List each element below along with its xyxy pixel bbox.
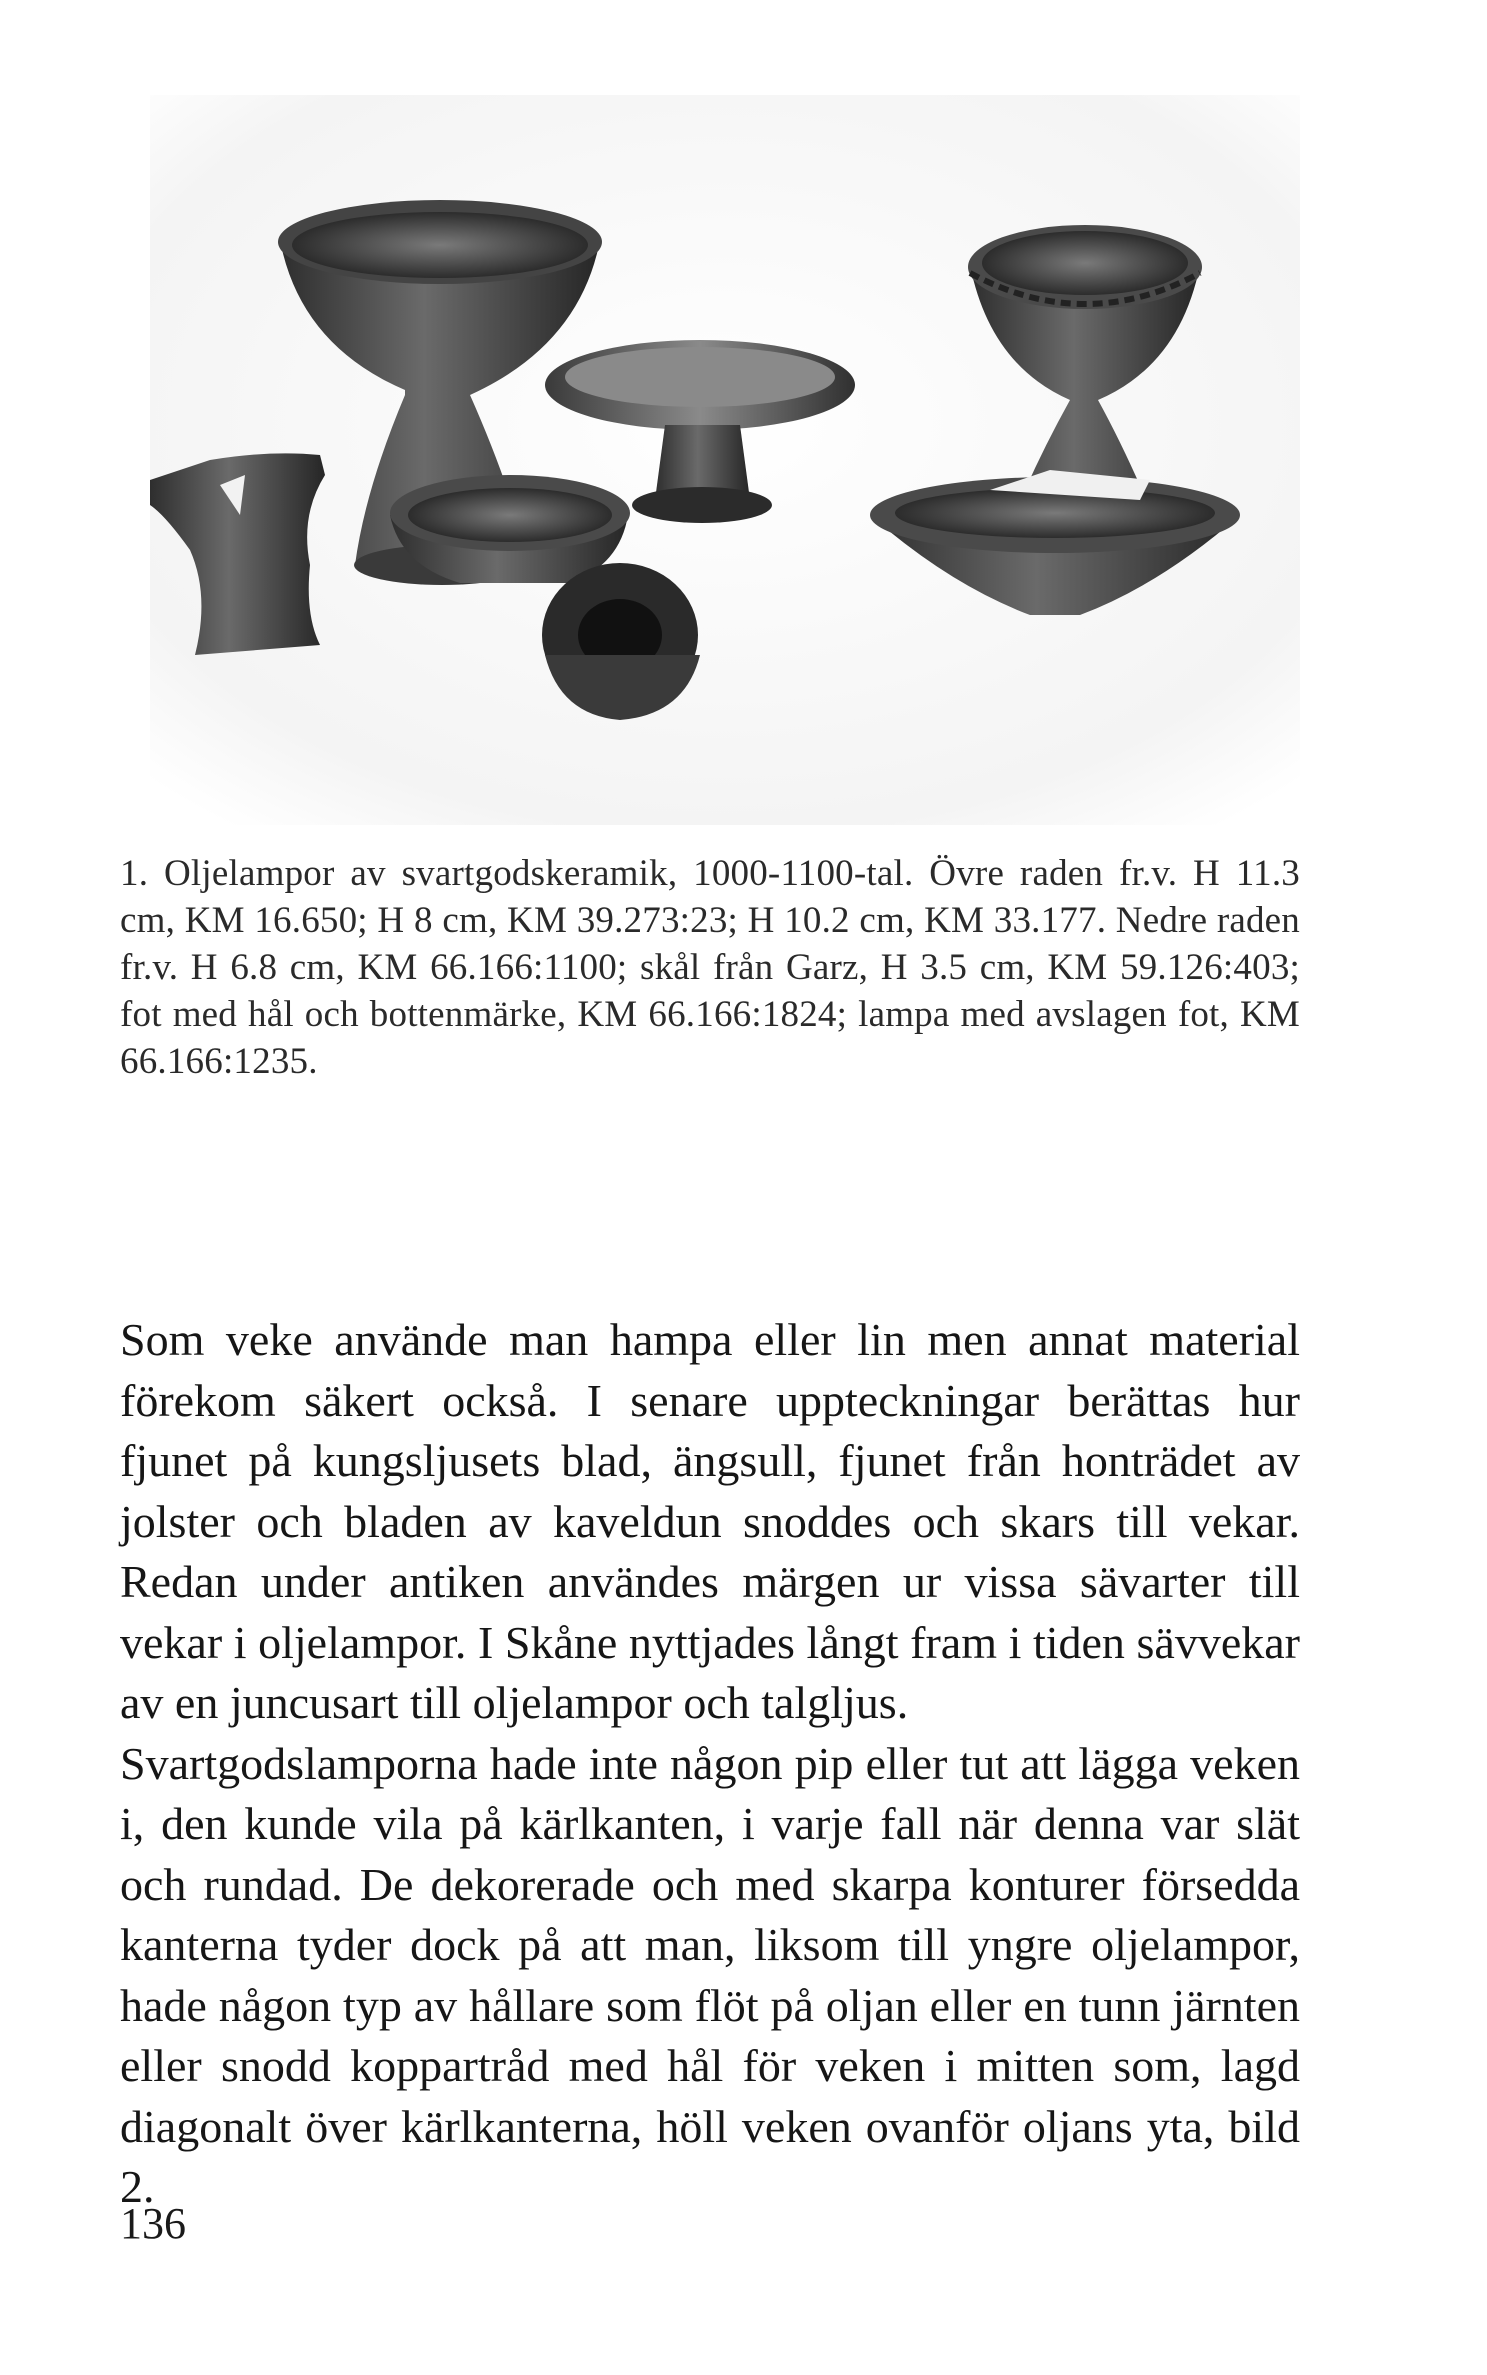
oil-lamps-illustration [150, 95, 1300, 825]
paragraph-1: Som veke använde man hampa eller lin men annat material förekom säkert också. I senare uppteckningar berättas hur fjunet på kungsljusets blad, ängsull, fjunet från honträdet av jolster och bladen av kaveldun snoddes och skars till vekar. Redan under antiken användes märgen ur vissa sävarter till vekar i oljelampor. I Skåne nyttjades långt fram i tiden sävvekar av en juncusart till oljelampor och talgljus. [120, 1314, 1300, 1728]
page-number: 136 [120, 2199, 186, 2248]
figure-caption: 1. Oljelampor av svartgodskeramik, 1000-1100-tal. Övre raden fr.v. H 11.3 cm, KM 16.650; H 8 cm, KM 39.273:23; H 10.2 cm, KM 33.177. Nedre raden fr.v. H 6.8 cm, KM 66.166:1100; skål från Garz, H 3.5 cm, KM 59.126:403; fot med hål och bottenmärke, KM 66.166:1824; lampa med avslagen fot, KM 66.166:1235. [120, 853, 1300, 1082]
photo-oil-lamps [150, 95, 1300, 825]
bowl-from-garz [390, 475, 630, 583]
paragraph-2: Svartgodslamporna hade inte någon pip eller tut att lägga veken i, den kunde vila på kärlkanten, i varje fall när denna var slät och rundad. De dekorerade och med skarpa konturer försedda kanterna tyder dock på att man, liksom till yngre oljelampor, hade någon typ av hållare som flöt på oljan eller en tunn järnten eller snodd koppartråd med hål för veken i mitten som, lagd diagonalt över kärlkanterna, höll veken ovanför oljans yta, bild 2. [120, 1737, 1300, 2212]
body-text [120, 1310, 1300, 2218]
